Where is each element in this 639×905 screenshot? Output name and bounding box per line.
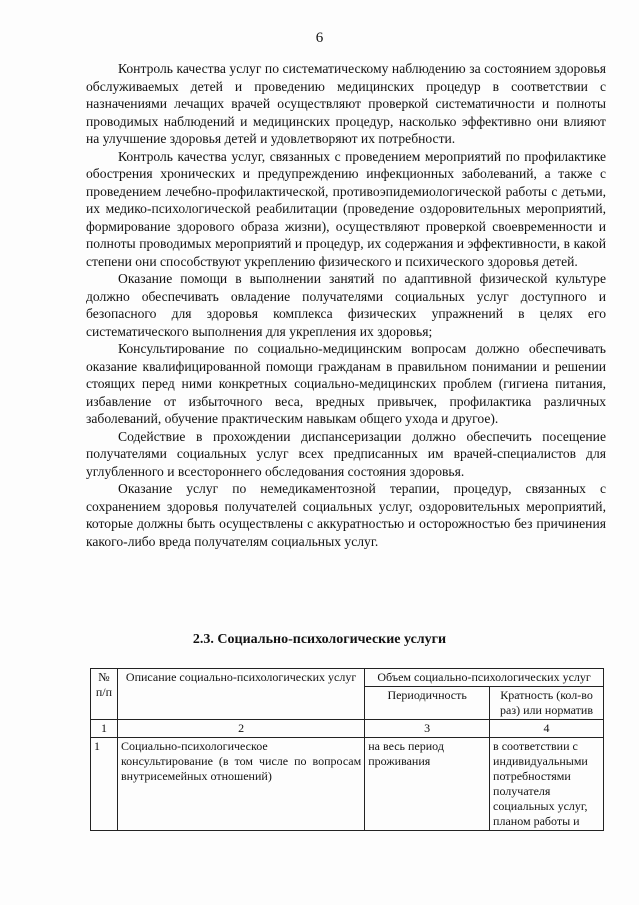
page-number: 6 [315,30,324,46]
table-row [91,738,604,831]
row-description: Социально-психологическое консультирование (в том числе по вопросам внутрисемейных отношений) [117,738,364,831]
header-num: № п/п [91,669,118,720]
section-title: 2.3. Социально-психологические услуги [192,632,447,647]
column-number: 4 [490,720,604,738]
column-number: 2 [117,720,364,738]
paragraph-medical-consulting: Консультирование по социально-медицинским вопросам должно обеспечивать оказание квалифицированной помощи гражданам в правильном понимании и решении стоящих перед ними конкретных социально-медицинских проблем (гигиена питания, избавление от избыточного веса, вредных привычек, профилактика различных заболеваний, обучение практическим навыкам общего ухода и другое). [86,341,606,426]
table-column-numbers-row [91,720,604,738]
body-text [86,60,606,550]
header-volume-group: Объем социально-психологических услуг [365,669,604,687]
paragraph-quality-control-prevention: Контроль качества услуг, связанных с проведением мероприятий по профилактике обострения хронических и предупреждению инфекционных заболеваний, а также с проведением лечебно-профилактической, противоэпидемиологической работы с детьми, их медико-психологической реабилитации (проведение оздоровительных мероприятий, формирование здорового образа жизни), осуществляют проверкой своевременности и полноты проводимых мероприятий и процедур, их содержания и эффективности, в какой степени они способствуют укреплению физического и психического здоровья детей. [86,148,606,269]
column-number: 1 [91,720,118,738]
column-number: 3 [365,720,490,738]
row-num: 1 [91,738,118,831]
row-frequency: в соответствии с индивидуальными потребностями получателя социальных услуг, планом работы и [490,738,604,831]
paragraph-quality-control-observation: Контроль качества услуг по систематическому наблюдению за состоянием здоровья обслуживаемых детей и проведению медицинских процедур в соответствии с назначениями лечащих врачей осуществляют проверкой систематичности и полноты проводимых наблюдений и медицинских процедур, насколько эффективно они влияют на улучшение здоровья детей и удовлетворяют их потребности. [86,61,606,146]
paragraph-non-drug-therapy: Оказание услуг по немедикаментозной терапии, процедур, связанных с сохранением здоровья получателей социальных услуг, оздоровительных мероприятий, которые должны быть осуществлены с аккуратностью и осторожностью без причинения какого-либо вреда получателям социальных услуг. [86,481,606,549]
header-frequency: Кратность (кол-во раз) или норматив [490,687,604,720]
row-periodicity: на весь период проживания [365,738,490,831]
paragraph-dispensary-assistance: Содействие в прохождении диспансеризации должно обеспечить посещение получателями социальных услуг всех предписанных им врачей-специалистов для углубленного и всестороннего обследования состояния здоровья. [86,428,606,479]
table-header-row [91,669,604,687]
header-description: Описание социально-психологических услуг [117,669,364,720]
services-table [90,668,604,831]
header-periodicity: Периодичность [365,687,490,720]
paragraph-adaptive-physical-culture: Оказание помощи в выполнении занятий по адаптивной физической культуре должно обеспечивать овладение получателями социальных услуг доступного и безопасного для здоровья комплекса физических упражнений в целях его систематического выполнения для укрепления их здоровья; [86,271,606,339]
